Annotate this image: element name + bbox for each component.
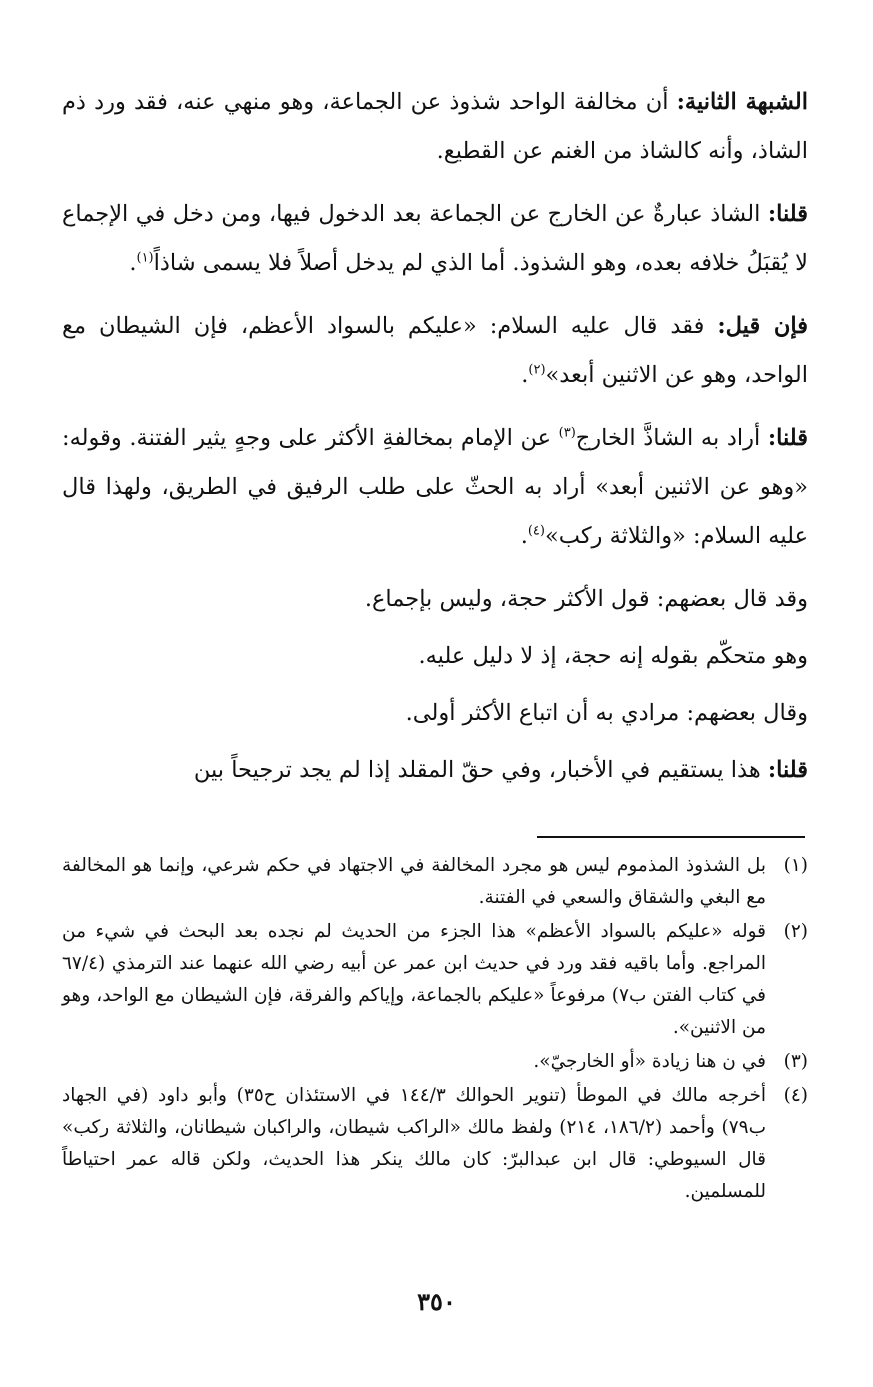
footnote-text: بل الشذوذ المذموم ليس هو مجرد المخالفة في الاجتهاد في حكم شرعي، وإنما هو المخالفة مع البغي والشقاق والسعي في الفتنة. bbox=[62, 855, 766, 908]
footnotes bbox=[62, 850, 808, 1210]
paragraph-reply-1: قلنا: الشاذ عبارةٌ عن الخارج عن الجماعة بعد الدخول فيها، ومن دخل في الإجماع لا يُقبَلُ خلافه بعده، وهو الشذوذ. أما الذي لم يدخل أصلاً فلا يسمى شاذاً$^{(١)}$. bbox=[62, 201, 808, 276]
paragraph-opinion-1: وقد قال بعضهم: قول الأكثر حجة، وليس بإجماع. bbox=[364, 586, 808, 612]
paragraph-text: أراد به الشاذَّ الخارج bbox=[575, 425, 768, 451]
footnote-divider bbox=[537, 836, 805, 838]
paragraph-reply-2: قلنا: أراد به الشاذَّ الخارج$^{(٣)}$ عن الإمام بمخالفةِ الأكثر على وجهٍ يثير الفتنة. وقوله: «وهو عن الاثنين أبعد» أراد به الحثّ على طلب الرفيق في الطريق، ولهذا قال عليه السلام: «والثلاثة ركب»$^{(٤)}$. bbox=[62, 425, 808, 549]
paragraph-text: هذا يستقيم في الأخبار، وفي حقّ المقلد إذا لم يجد ترجيحاً بين bbox=[193, 757, 768, 783]
footnote-item bbox=[62, 916, 808, 1044]
footnote-item bbox=[62, 1046, 808, 1078]
paragraph-opinion-2: وهو متحكّم بقوله إنه حجة، إذ لا دليل عليه. bbox=[418, 643, 808, 669]
footnote-number: (٤) bbox=[783, 1085, 808, 1106]
paragraph-reply-3 bbox=[62, 746, 808, 795]
footnote-ref[interactable]: (٤) bbox=[527, 523, 545, 539]
paragraph-lead: قلنا: bbox=[767, 201, 808, 227]
paragraph-text: عن الإمام بمخالفةِ الأكثر على وجهٍ يثير الفتنة. وقوله: «وهو عن الاثنين أبعد» أراد به الحثّ على طلب الرفيق في الطريق، ولهذا قال عليه السلام: «والثلاثة ركب» bbox=[62, 425, 808, 549]
paragraph-objection: فإن قيل: فقد قال عليه السلام: «عليكم بالسواد الأعظم، فإن الشيطان مع الواحد، وهو عن الاثنين أبعد»$^{(٢)}$. bbox=[62, 313, 808, 388]
footnote-number: (٣) bbox=[783, 1051, 808, 1072]
paragraph-opinion-3: وقال بعضهم: مرادي به أن اتباع الأكثر أولى. bbox=[405, 700, 808, 726]
footnote-number: (١) bbox=[783, 855, 808, 876]
footnote-ref[interactable]: (١) bbox=[136, 250, 154, 266]
paragraph-lead: قلنا: bbox=[767, 425, 808, 451]
footnote-text: في ن هنا زيادة «أو الخارجيّ». bbox=[533, 1051, 766, 1072]
footnote-item bbox=[62, 850, 808, 914]
paragraph-lead: قلنا: bbox=[767, 757, 808, 783]
paragraph-text: أن مخالفة الواحد شذوذ عن الجماعة، وهو منهي عنه، فقد ورد ذم الشاذ، وأنه كالشاذ من الغنم عن القطيع. bbox=[62, 89, 808, 164]
paragraph-lead: فإن قيل: bbox=[717, 313, 808, 339]
paragraph-second-doubt bbox=[62, 78, 808, 176]
paragraph-text: الشاذ عبارةٌ عن الخارج عن الجماعة بعد الدخول فيها، ومن دخل في الإجماع لا يُقبَلُ خلافه بعده، وهو الشذوذ. أما الذي لم يدخل أصلاً فلا يسمى شاذاً bbox=[62, 201, 808, 276]
main-text bbox=[62, 78, 808, 809]
footnote-text: قوله «عليكم بالسواد الأعظم» هذا الجزء من الحديث لم نجده بعد البحث في شيء من المراجع. وأما باقيه فقد ورد في حديث ابن عمر عن أبيه رضي الله عنهما عند الترمذي (٦٧/٤ في كتاب الفتن ب٧) مرفوعاً «عليكم بالجماعة، وإياكم والفرقة، فإن الشيطان مع الواحد، وهو من الاثنين». bbox=[62, 921, 766, 1038]
footnote-text: أخرجه مالك في الموطأ (تنوير الحوالك ١٤٤/٣ في الاستئذان ح٣٥) وأبو داود (في الجهاد ب٧٩) وأحمد (١٨٦/٢، ٢١٤) ولفظ مالك «الراكب شيطان، والراكبان شيطانان، والثلاثة ركب» قال السيوطي: قال ابن عبدالبرّ: كان مالك ينكر هذا الحديث، ولكن قاله عمر احتياطاً للمسلمين. bbox=[62, 1085, 767, 1202]
footnote-ref[interactable]: (٣) bbox=[558, 425, 576, 441]
footnote-number: (٢) bbox=[783, 921, 808, 942]
footnote-ref[interactable]: (٢) bbox=[528, 362, 546, 378]
footnote-item bbox=[62, 1080, 808, 1208]
paragraph-text: فقد قال عليه السلام: «عليكم بالسواد الأعظم، فإن الشيطان مع الواحد، وهو عن الاثنين أبعد» bbox=[62, 313, 808, 388]
paragraph-lead: الشبهة الثانية: bbox=[676, 89, 808, 115]
page-number: ٣٥٠ bbox=[417, 1287, 456, 1316]
